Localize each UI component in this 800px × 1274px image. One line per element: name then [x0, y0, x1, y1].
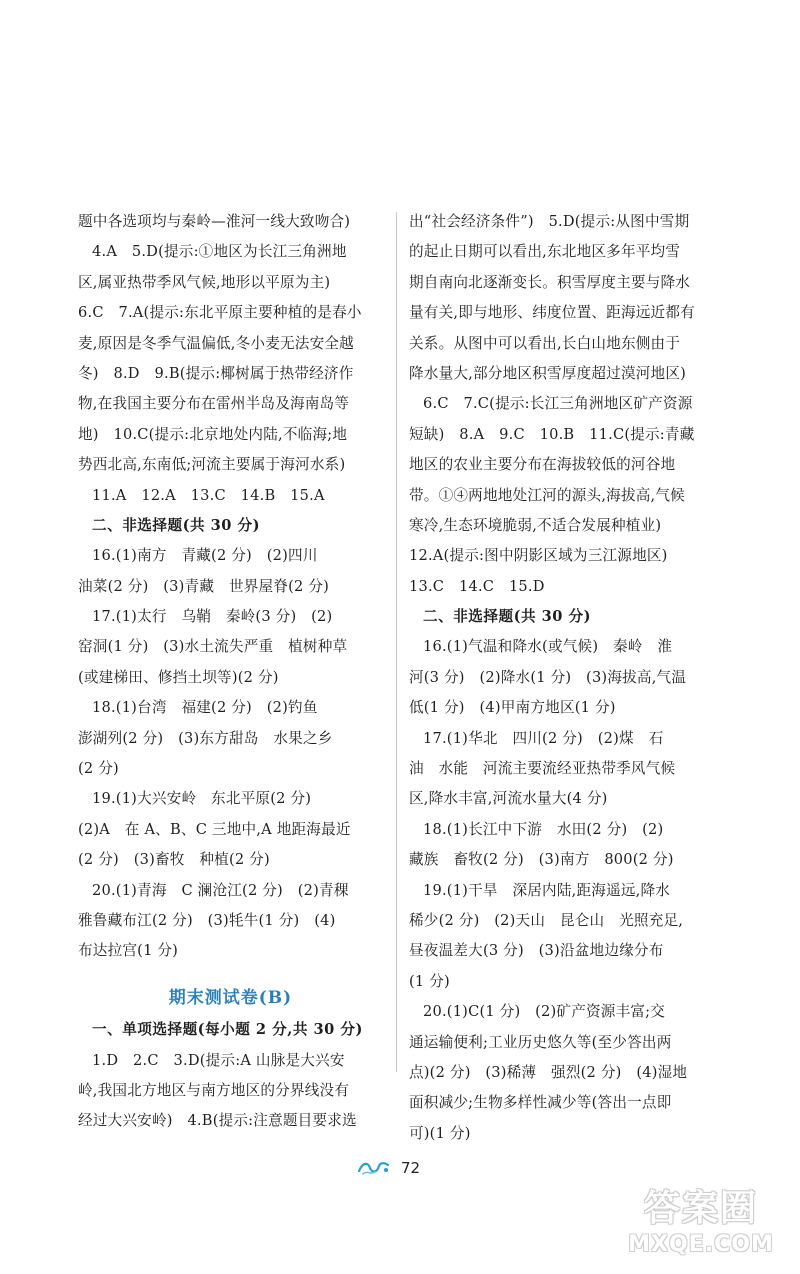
- answer-line: 16.(1)南方 青藏(2 分) (2)四川: [92, 547, 318, 565]
- answer-line: 澎湖列(2 分) (3)东方甜岛 水果之乡: [78, 729, 333, 747]
- answer-line: 区,属亚热带季风气候,地形以平原为主): [78, 273, 331, 291]
- answer-line: 17.(1)太行 乌鞘 秦岭(3 分) (2): [92, 608, 333, 626]
- answer-line: 6.C 7.C(提示:长江三角洲地区矿产资源: [423, 395, 693, 413]
- answer-line: 点)(2 分) (3)稀薄 强烈(2 分) (4)湿地: [409, 1063, 688, 1081]
- answer-line: 18.(1)台湾 福建(2 分) (2)钓鱼: [92, 699, 318, 717]
- answer-line: 19.(1)干旱 深居内陆,距海遥远,降水: [423, 881, 671, 899]
- answer-line: 量有关,即与地形、纬度位置、距海远近都有: [409, 304, 695, 322]
- answer-line: 势西北高,东南低;河流主要属于海河水系): [78, 456, 346, 474]
- left-column: [78, 207, 383, 1137]
- answer-line: 带。①④两地地处江河的源头,海拔高,气候: [409, 486, 685, 504]
- answer-line: 出“社会经济条件”) 5.D(提示:从图中雪期: [409, 213, 690, 230]
- answer-line: 可)(1 分): [409, 1124, 471, 1142]
- answer-line: 地) 10.C(提示:北京地处内陆,不临海;地: [78, 425, 348, 443]
- answer-line: 关系。从图中可以看出,长白山地东侧由于: [409, 334, 681, 352]
- answer-line: 20.(1)C(1 分) (2)矿产资源丰富;交: [423, 1003, 666, 1021]
- answer-line: 1.D 2.C 3.D(提示:A 山脉是大兴安: [92, 1051, 345, 1069]
- answer-line: 地区的农业主要分布在海拔较低的河谷地: [409, 456, 676, 474]
- answer-line: 6.C 7.A(提示:东北平原主要种植的是春小: [78, 304, 362, 322]
- answer-line: 13.C 14.C 15.D: [409, 577, 545, 595]
- answer-line: (2 分): [78, 760, 119, 778]
- answer-line: 藏族 畜牧(2 分) (3)南方 800(2 分): [409, 851, 674, 869]
- answer-line: 窑洞(1 分) (3)水土流失严重 植树种草: [78, 638, 348, 656]
- answer-line: 20.(1)青海 C 澜沧江(2 分) (2)青稞: [92, 881, 349, 899]
- answer-line: (2)A 在 A、B、C 三地中,A 地距海最近: [78, 820, 351, 838]
- answer-line: 题中各选项均与秦岭—淮河一线大致吻合): [78, 213, 351, 230]
- page-footer: [357, 1158, 420, 1178]
- answer-line: 4.A 5.D(提示:①地区为长江三角洲地: [92, 243, 347, 261]
- answer-line: 低(1 分) (4)甲南方地区(1 分): [409, 699, 616, 717]
- page-ornament-icon: [357, 1158, 391, 1178]
- answer-line: 油 水能 河流主要流经亚热带季风气候: [409, 760, 676, 778]
- answer-line: 岭,我国北方地区与南方地区的分界线没有: [78, 1081, 350, 1099]
- watermark-line-2: MXQE.COM: [628, 1232, 774, 1257]
- answer-line: 昼夜温差大(3 分) (3)沿盆地边缘分布: [409, 942, 664, 960]
- page-number: 72: [401, 1159, 421, 1177]
- answer-line: 16.(1)气温和降水(或气候) 秦岭 淮: [423, 638, 673, 656]
- answer-line: 期自南向北逐渐变长。积雪厚度主要与降水: [409, 273, 691, 291]
- watermark-line-1: 答案圈: [643, 1188, 758, 1229]
- section-title: 期末测试卷(B): [168, 987, 293, 1008]
- answer-line: 面积减少;生物多样性减少等(答出一点即: [409, 1094, 672, 1112]
- answer-line: 19.(1)大兴安岭 东北平原(2 分): [92, 790, 312, 808]
- answer-line: 稀少(2 分) (2)天山 昆仑山 光照充足,: [409, 911, 684, 929]
- answer-line: 短缺) 8.A 9.C 10.B 11.C(提示:青藏: [409, 425, 695, 443]
- right-column: [409, 207, 714, 1149]
- answer-line: 雅鲁藏布江(2 分) (3)牦牛(1 分) (4): [78, 911, 336, 929]
- answer-line: 11.A 12.A 13.C 14.B 15.A: [92, 486, 325, 504]
- answer-line: 的起止日期可以看出,东北地区多年平均雪: [409, 243, 681, 261]
- answer-line: 寒冷,生态环境脆弱,不适合发展种植业): [409, 516, 662, 534]
- answer-line: 12.A(提示:图中阴影区域为三江源地区): [409, 547, 668, 565]
- answer-line: 经过大兴安岭) 4.B(提示:注意题目要求选: [78, 1112, 357, 1130]
- answer-line: 布达拉宫(1 分): [78, 942, 179, 960]
- answer-line: (2 分) (3)畜牧 种植(2 分): [78, 851, 270, 869]
- answer-line: 区,降水丰富,河流水量大(4 分): [409, 790, 608, 808]
- section-heading: 二、非选择题(共 30 分): [92, 516, 261, 534]
- section-heading: 二、非选择题(共 30 分): [423, 608, 592, 626]
- answer-line: 冬) 8.D 9.B(提示:椰树属于热带经济作: [78, 364, 354, 382]
- column-divider: [396, 212, 397, 1072]
- answer-line: 17.(1)华北 四川(2 分) (2)煤 石: [423, 729, 664, 747]
- answer-line: 麦,原因是冬季气温偏低,冬小麦无法安全越: [78, 334, 354, 352]
- answer-line: (1 分): [409, 972, 450, 990]
- answer-line: 通运输便利;工业历史悠久等(至少答出两: [409, 1033, 672, 1051]
- section-heading: 一、单项选择题(每小题 2 分,共 30 分): [92, 1021, 363, 1039]
- watermark: [616, 1176, 786, 1264]
- answer-line: 物,在我国主要分布在雷州半岛及海南岛等: [78, 395, 350, 413]
- answer-line: 河(3 分) (2)降水(1 分) (3)海拔高,气温: [409, 668, 687, 686]
- answer-line: 油菜(2 分) (3)青藏 世界屋脊(2 分): [78, 577, 330, 595]
- answer-line: 18.(1)长江中下游 水田(2 分) (2): [423, 820, 664, 838]
- answer-line: (或建梯田、修挡土坝等)(2 分): [78, 668, 279, 686]
- answer-line: 降水量大,部分地区积雪厚度超过漠河地区): [409, 364, 687, 382]
